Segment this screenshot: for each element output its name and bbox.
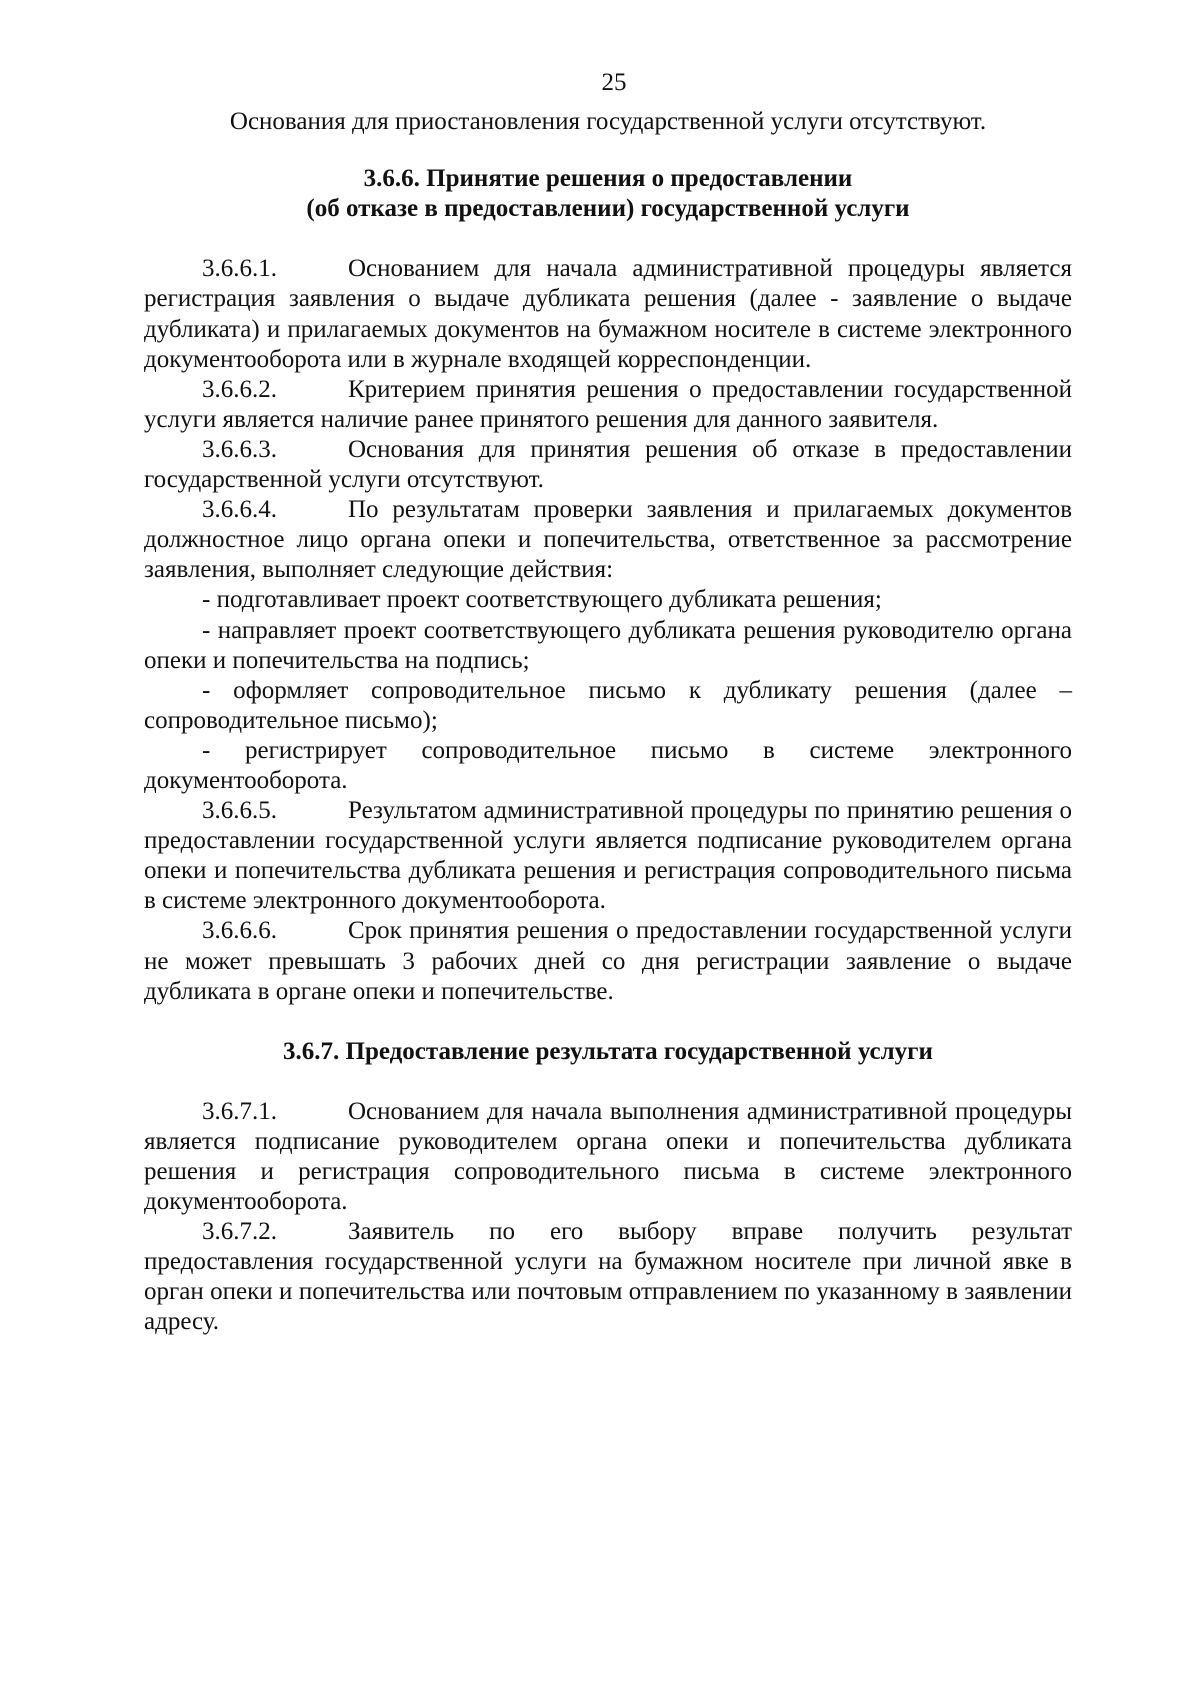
paragraph-text: Основания для принятия решения об отказе в предоставлении государственной услуги отсутствуют. [144,435,1072,494]
paragraph-text: Основанием для начала административной процедуры является регистрация заявления о выдаче дубликата решения (далее - заявление о выдаче дубликата) и прилагаемых документов на бумажном носителе в системе электронного документооборота или в журнале входящей корреспонденции. [144,255,1072,373]
paragraph-number: 3.6.6.3. [202,435,277,463]
page-number: 25 [601,69,627,96]
paragraph-number: 3.6.6.4. [202,496,277,524]
paragraph-number: 3.6.7.1. [202,1097,277,1125]
paragraph-text: Основанием для начала выполнения административной процедуры является подписание руководителем органа опеки и попечительства дубликата решения и регистрация сопроводительного письма в системе электронного документооборота. [144,1097,1072,1216]
section-366-title-line1: 3.6.6. Принятие решения о предоставлении [363,165,853,193]
list-item: - регистрирует сопроводительное письмо в системе электронного документооборота. [144,736,1072,794]
paragraph-3-6-7-2 [144,1217,1072,1337]
paragraph-text: Критерием принятия решения о предоставлении государственной услуги является наличие ранее принятого решения для данного заявителя. [144,375,1072,433]
paragraph-number: 3.6.6.6. [202,917,277,945]
paragraph-3-6-6-3 [144,435,1072,495]
paragraph-3-6-7-1 [144,1097,1072,1217]
paragraph-text: Срок принятия решения о предоставлении государственной услуги не может превышать 3 рабочих дней со дня регистрации заявление о выдаче дубликата в органе опеки и попечительстве. [144,917,1072,1005]
list-item: - направляет проект соответствующего дубликата решения руководителю органа опеки и попечительства на подпись; [144,616,1072,674]
paragraph-3-6-6-4 [144,495,1072,585]
paragraph-text: По результатам проверки заявления и прилагаемых документов должностное лицо органа опеки и попечительства, ответственное за рассмотрение заявления, выполняет следующие действия: [144,496,1072,584]
list-item: - подготавливает проект соответствующего дубликата решения; [202,586,882,614]
section-366-title [144,164,1072,224]
paragraph-number: 3.6.6.1. [202,255,277,283]
paragraph-3-6-6-6 [144,916,1072,1006]
section-366-title-line2: (об отказе в предоставлении) государственной услуги [306,195,910,223]
paragraph-3-6-6-1 [144,254,1072,374]
paragraph-3-6-6-2 [144,375,1072,435]
paragraph-number: 3.6.6.2. [202,375,277,403]
paragraph-text: Заявитель по его выбору вправе получить результат предоставления государственной услуги на бумажном носителе при личной явке в орган опеки и попечительства или почтовым отправлением по указанному в заявлении адресу. [144,1218,1072,1336]
paragraph-3-6-6-5 [144,796,1072,916]
paragraph-text: Результатом административной процедуры по принятию решения о предоставлении государственной услуги является подписание руководителем органа опеки и попечительства дубликата решения и регистрация сопроводительного письма в системе электронного документооборота. [144,797,1072,915]
intro-line: Основания для приостановления государственной услуги отсутствуют. [229,108,987,136]
list-item: - оформляет сопроводительное письмо к дубликату решения (далее – сопроводительное письмо); [144,676,1072,734]
section-367-title: 3.6.7. Предоставление результата государственной услуги [283,1037,933,1065]
paragraph-number: 3.6.6.5. [202,797,277,825]
paragraph-number: 3.6.7.2. [202,1218,277,1246]
